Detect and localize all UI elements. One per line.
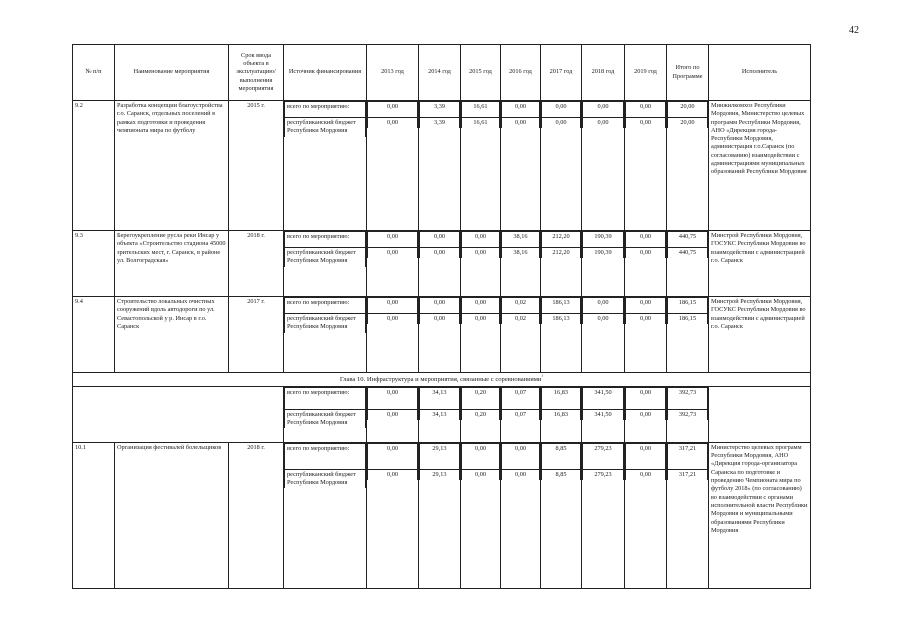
value-cell: 190,39 — [583, 248, 624, 259]
program-table — [72, 44, 811, 589]
row-executor: Министерство целевых программ Республики Мордовия, АНО «Дирекция города-организатора Саранска по подготовке и проведению Чемпионата мира по футболу 2018» (по согласованию) во взаимодействии с органами исполнительной власти Республики Мордовия и муниципальными образованиями Республики Мордовия — [709, 442, 811, 588]
source-label: всего по мероприятию: — [285, 232, 366, 248]
value-cell: 0,00 — [626, 118, 666, 129]
table-row — [73, 297, 811, 373]
table-row — [73, 101, 811, 231]
chapter-totals-blank — [73, 386, 284, 442]
value-cell: 0,00 — [502, 469, 540, 480]
row-term: 2015 г. — [229, 101, 284, 231]
value-cell: 0,00 — [462, 314, 500, 325]
total-cell: 186,15 — [668, 298, 708, 314]
value-cell: 16,83 — [542, 387, 581, 409]
row-num: 9.4 — [73, 297, 115, 373]
col-header-2013: 2013 год — [367, 45, 419, 101]
value-cell: 0,00 — [542, 102, 581, 118]
page-number: 42 — [849, 25, 859, 36]
source-label: республиканский бюджет Республики Мордовия — [285, 118, 366, 137]
value-cell: 341,50 — [583, 409, 624, 420]
col-header-num: № п/п — [73, 45, 115, 101]
value-cell: 0,00 — [368, 118, 418, 129]
table-row — [73, 231, 811, 297]
source-label: всего по мероприятию: — [285, 443, 366, 469]
table-row — [73, 442, 811, 588]
value-cell: 0,07 — [502, 387, 540, 409]
total-cell: 440,75 — [668, 232, 708, 248]
value-cell: 0,00 — [502, 443, 540, 469]
total-cell: 317,21 — [668, 469, 708, 480]
value-cell: 279,23 — [583, 443, 624, 469]
col-header-name: Наименование мероприятия — [115, 45, 229, 101]
value-cell: 341,50 — [583, 387, 624, 409]
total-cell: 317,21 — [668, 443, 708, 469]
row-term: 2017 г. — [229, 297, 284, 373]
total-cell: 392,73 — [668, 409, 708, 420]
value-cell: 0,00 — [368, 298, 418, 314]
value-cell: 16,83 — [542, 409, 581, 420]
value-cell: 0,00 — [583, 314, 624, 325]
value-cell: 3,39 — [420, 102, 460, 118]
row-source-cell — [284, 101, 367, 231]
value-cell: 0,00 — [626, 298, 666, 314]
value-cell: 0,00 — [462, 469, 500, 480]
value-cell: 0,00 — [368, 314, 418, 325]
value-cell: 0,00 — [368, 469, 418, 480]
value-cell: 38,16 — [502, 232, 540, 248]
value-cell: 0,00 — [368, 387, 418, 409]
value-cell: 0,00 — [462, 443, 500, 469]
header-row — [73, 45, 811, 101]
value-cell: 0,00 — [583, 118, 624, 129]
value-cell: 0,00 — [368, 409, 418, 420]
row-source-cell — [284, 297, 367, 373]
value-cell: 0,20 — [462, 387, 500, 409]
value-cell: 0,00 — [583, 102, 624, 118]
value-cell: 0,00 — [462, 298, 500, 314]
chapter-heading: Глава 10. Инфраструктура и мероприятия, связанные с соревнованиями$^{^1}$ — [73, 373, 811, 387]
value-cell: 0,00 — [626, 248, 666, 259]
totals-source-cell — [284, 386, 367, 442]
row-name: Берегоукрепление русла реки Инсар у объекта «Строительство стадиона 45000 зрительских мест, г. Саранск, в районе ул. Волгоградская» — [115, 231, 229, 297]
value-cell: 0,00 — [420, 232, 460, 248]
row-term: 2018 г. — [229, 442, 284, 588]
value-cell: 0,02 — [502, 298, 540, 314]
chapter-totals-row — [73, 386, 811, 442]
col-header-2015: 2015 год — [461, 45, 501, 101]
chapter-totals-executor-blank — [709, 386, 811, 442]
value-cell: 0,00 — [368, 232, 418, 248]
row-term: 2018 г. — [229, 231, 284, 297]
total-cell: 440,75 — [668, 248, 708, 259]
value-cell: 279,23 — [583, 469, 624, 480]
col-header-total: Итого по Программе — [667, 45, 709, 101]
chapter-heading-row — [73, 373, 811, 387]
value-cell: 0,00 — [626, 314, 666, 325]
value-cell: 212,20 — [542, 248, 581, 259]
value-cell: 0,00 — [626, 469, 666, 480]
source-label: республиканский бюджет Республики Мордовия — [285, 409, 366, 428]
value-cell: 29,13 — [420, 443, 460, 469]
row-source-cell — [284, 442, 367, 588]
value-cell: 0,00 — [502, 102, 540, 118]
value-cell: 212,20 — [542, 232, 581, 248]
total-cell: 20,00 — [668, 102, 708, 118]
value-cell: 16,61 — [462, 118, 500, 129]
row-name: Строительство локальных очистных сооружений вдоль автодороги по ул. Севастопольской у р. Инсар в г.о. Саранск — [115, 297, 229, 373]
value-cell: 8,85 — [542, 443, 581, 469]
value-cell: 34,13 — [420, 387, 460, 409]
value-cell: 0,00 — [502, 118, 540, 129]
value-cell: 0,00 — [542, 118, 581, 129]
source-label: всего по мероприятию: — [285, 102, 366, 118]
total-cell: 20,00 — [668, 118, 708, 129]
value-cell: 0,02 — [502, 314, 540, 325]
col-header-2018: 2018 год — [582, 45, 625, 101]
value-cell: 0,00 — [626, 409, 666, 420]
row-num: 10.1 — [73, 442, 115, 588]
col-header-2014: 2014 год — [419, 45, 461, 101]
row-num: 9.2 — [73, 101, 115, 231]
value-cell: 0,00 — [420, 298, 460, 314]
row-name: Организация фестивалей болельщиков — [115, 442, 229, 588]
col-header-source: Источник финансирования — [284, 45, 367, 101]
source-label: всего по мероприятию: — [285, 298, 366, 314]
value-cell: 0,20 — [462, 409, 500, 420]
row-source-cell — [284, 231, 367, 297]
value-cell: 186,13 — [542, 298, 581, 314]
value-cell: 0,00 — [462, 248, 500, 259]
value-cell: 8,85 — [542, 469, 581, 480]
col-header-term: Срок ввода объекта в эксплуатацию/ выполнения мероприятия — [229, 45, 284, 101]
value-cell: 0,00 — [420, 248, 460, 259]
value-cell: 38,16 — [502, 248, 540, 259]
value-cell: 0,00 — [626, 232, 666, 248]
col-header-2017: 2017 год — [541, 45, 582, 101]
value-cell: 190,39 — [583, 232, 624, 248]
value-cell: 0,00 — [626, 387, 666, 409]
value-cell: 0,00 — [626, 102, 666, 118]
col-header-2016: 2016 год — [501, 45, 541, 101]
value-cell: 0,00 — [420, 314, 460, 325]
value-cell: 0,00 — [368, 248, 418, 259]
row-name: Разработка концепции благоустройства г.о. Саранск, отдельных поселений в рамках подготовки и проведения чемпионата мира по футболу — [115, 101, 229, 231]
row-executor: Минстрой Республики Мордовия, ГОСУКС Республики Мордовия во взаимодействии с администрацией г.о. Саранск — [709, 297, 811, 373]
value-cell: 3,39 — [420, 118, 460, 129]
value-cell: 0,00 — [626, 443, 666, 469]
source-label: республиканский бюджет Республики Мордовия — [285, 248, 366, 267]
value-cell: 186,13 — [542, 314, 581, 325]
row-executor: Минжилкомхоз Республики Мордовия, Министерство целевых программ Республики Мордовия, АНО «Дирекция города-Республики Мордовия, администрация г.о.Саранск (по согласованию) взаимодействии с администрациями муниципальных образований Республики Мордовия — [709, 101, 811, 231]
value-cell: 0,00 — [583, 298, 624, 314]
total-cell: 186,15 — [668, 314, 708, 325]
value-cell: 0,00 — [368, 443, 418, 469]
source-label: всего по мероприятию: — [285, 387, 366, 409]
source-label: республиканский бюджет Республики Мордовия — [285, 469, 366, 488]
total-cell: 392,73 — [668, 387, 708, 409]
row-executor: Минстрой Республики Мордовия, ГОСУКС Республики Мордовия во взаимодействии с администрацией г.о. Саранск — [709, 231, 811, 297]
value-cell: 0,00 — [368, 102, 418, 118]
value-cell: 29,13 — [420, 469, 460, 480]
value-cell: 0,07 — [502, 409, 540, 420]
col-header-2019: 2019 год — [625, 45, 667, 101]
row-num: 9.3 — [73, 231, 115, 297]
source-label: республиканский бюджет Республики Мордовия — [285, 314, 366, 333]
value-cell: 16,61 — [462, 102, 500, 118]
value-cell: 0,00 — [462, 232, 500, 248]
value-cell: 34,13 — [420, 409, 460, 420]
col-header-executor: Исполнитель — [709, 45, 811, 101]
